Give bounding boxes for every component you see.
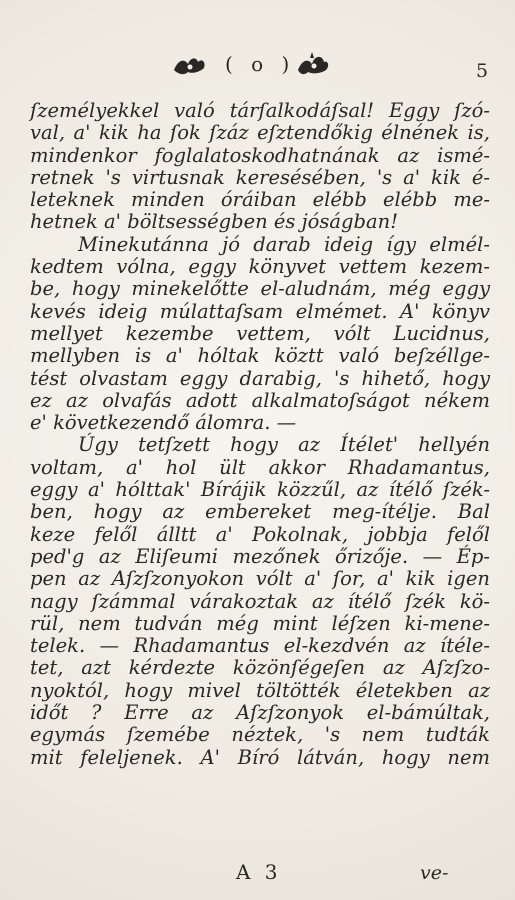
text-line: időt ? Erre az Aſzſzonyok el-bámúltak, <box>30 701 490 725</box>
text-line: ben, hogy az embereket meg-ítélje. Bal <box>30 500 490 524</box>
text-line: kedtem vólna, eggy könyvet vettem kezem- <box>30 255 490 279</box>
text-line: val, a' kik ha ſok ſzáz eſztendőkig élnének is, <box>30 121 490 145</box>
text-line: kevés ideig múlattaſsam elmémet. A' könyv <box>30 299 490 323</box>
text-line: keze felől álltt a' Pokolnak, jobbja felől <box>30 522 490 546</box>
text-line: mellyet kezembe vettem, vólt Lucidnus, <box>30 321 490 345</box>
text-line: be, hogy minekelőtte el-aludnám, még eggy <box>30 277 490 301</box>
signature-mark: A 3 <box>236 860 282 884</box>
body-text <box>30 100 490 769</box>
text-line: retnek 's virtusnak keresésében, 's a' kik é- <box>30 165 490 189</box>
text-line: tet, azt kérdezte közönſégeſen az Aſzſzo- <box>30 656 490 680</box>
text-line: ez az olvafás adott alkalmatoſságot nékem <box>30 388 490 412</box>
text-line: rül, nem tudván még mint léſzen ki-mene- <box>30 611 490 635</box>
text-line: eggy a' hólttak' Bírájik közzűl, az ítélő ſzék- <box>30 478 490 502</box>
text-line: leteknek minden óráiban elébb elébb me- <box>30 188 490 212</box>
text-line: egymás ſzemébe néztek, 's nem tudták <box>30 723 490 747</box>
page-number: 5 <box>476 60 489 82</box>
text-line: pen az Aſzſzonyokon vólt a' ſor, a' kik igen <box>30 567 490 591</box>
text-line: e' következendő álomra. — <box>30 411 297 435</box>
text-line: voltam, a' hol ült akkor Rhadamantus, <box>30 455 490 479</box>
catchword: ve- <box>420 862 449 884</box>
text-line: ſzemélyekkel való tárſalkodáſsal! Eggy ſzó- <box>30 99 490 122</box>
text-line: Úgy tetſzett hogy az Ítélet' hellyén <box>78 433 490 457</box>
text-line: ped'g az Eliſeumi mezőnek őrizője. — Ép- <box>30 544 490 568</box>
text-line: mindenkor foglalatoskodhatnának az ismé- <box>30 143 490 167</box>
text-line: nyoktól, hogy mivel töltötték életekben az <box>30 678 490 702</box>
flower-ornament-left-icon <box>170 52 210 82</box>
text-line: hetnek a' böltsességben és jóságban! <box>30 210 399 234</box>
text-line: nagy ſzámmal várakoztak az ítélő ſzék kö- <box>30 589 490 613</box>
text-line: mellyben is a' hóltak köztt való beſzéllge- <box>30 344 490 368</box>
page-header <box>0 46 515 86</box>
text-line: tést olvastam eggy darabig, 's hihető, hogy <box>30 366 490 390</box>
text-line: Minekutánna jó darab ideig így elmél- <box>78 232 490 256</box>
flower-ornament-right-icon <box>292 48 332 82</box>
folio-mark: ( o ) <box>225 52 296 76</box>
page-footer <box>0 860 515 890</box>
text-line: telek. — Rhadamantus el-kezdvén az ítéle- <box>30 634 490 658</box>
text-line: mit feleljenek. A' Bíró látván, hogy nem <box>30 745 490 769</box>
